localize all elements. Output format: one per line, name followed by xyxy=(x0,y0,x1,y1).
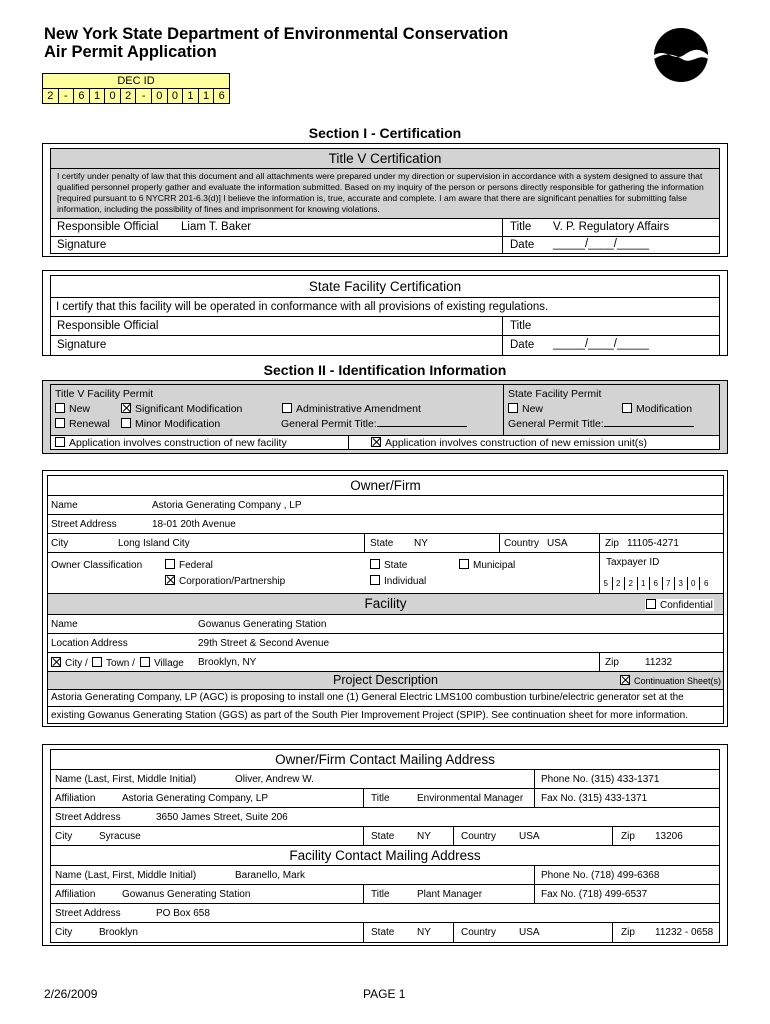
owner-contact-city-value[interactable]: Syracuse xyxy=(99,831,141,842)
confidential-option[interactable]: Confidential xyxy=(645,599,714,611)
dec-id-digit: - xyxy=(136,89,152,104)
project-description-line1[interactable]: Astoria Generating Company, LP (AGC) is proposing to install one (1) General Electric LMS100 combustion turbine/electric generator set at the xyxy=(48,690,723,707)
owner-country-label: Country xyxy=(504,538,540,549)
dec-id-digit: 6 xyxy=(218,90,225,102)
taxpayer-id-digit[interactable]: 2 xyxy=(625,577,638,590)
taxpayer-id-digits[interactable] xyxy=(600,577,713,590)
owner-zip-value[interactable]: 11105-4271 xyxy=(627,538,679,549)
dec-id-label: DEC ID xyxy=(43,74,229,89)
dec-id-digit: - xyxy=(59,89,75,104)
corporation-checkbox[interactable] xyxy=(165,575,175,585)
facility-contact-title-label: Title xyxy=(371,889,390,900)
owner-contact-title-label: Title xyxy=(371,793,390,804)
owner-country-value[interactable]: USA xyxy=(547,538,568,549)
location-address-value[interactable]: 29th Street & Second Avenue xyxy=(198,638,330,649)
facility-contact-name-label: Name (Last, First, Middle Initial) xyxy=(55,870,197,881)
owner-contact-street-value[interactable]: 3650 James Street, Suite 206 xyxy=(156,812,288,823)
state-modification-checkbox[interactable] xyxy=(622,403,632,413)
taxpayer-id-digit[interactable]: 0 xyxy=(688,577,701,590)
owner-contact-phone[interactable]: Phone No. (315) 433-1371 xyxy=(541,774,660,785)
state-signature-label: Signature xyxy=(57,339,107,351)
section2-heading: Section II - Identification Information xyxy=(263,362,507,378)
facility-name-value[interactable]: Gowanus Generating Station xyxy=(198,619,327,630)
facility-contact-state-label: State xyxy=(371,927,395,938)
owner-city-value[interactable]: Long Island City xyxy=(118,538,190,549)
owner-contact-country-label: Country xyxy=(461,831,497,842)
owner-state-label: State xyxy=(370,538,394,549)
construction-new-units-option[interactable]: Application involves construction of new emission unit(s) xyxy=(371,437,647,449)
significant-mod-checkbox[interactable] xyxy=(121,403,131,413)
title-v-certification-frame xyxy=(42,143,728,257)
title-value[interactable]: V. P. Regulatory Affairs xyxy=(553,221,670,233)
facility-name-label: Name xyxy=(51,619,78,630)
facility-contact-title: Facility Contact Mailing Address xyxy=(51,846,719,866)
federal-checkbox[interactable] xyxy=(165,559,175,569)
state-facility-permit-label: State Facility Permit xyxy=(508,388,602,400)
individual-option[interactable]: Individual xyxy=(370,575,426,587)
taxpayer-id-label: Taxpayer ID xyxy=(606,557,660,568)
town-type-option[interactable]: Town / xyxy=(92,657,135,669)
dec-id-digit: 2 xyxy=(121,89,137,104)
federal-option[interactable]: Federal xyxy=(165,559,213,571)
owner-classification-label: Owner Classification xyxy=(51,560,143,571)
facility-contact-street-value[interactable]: PO Box 658 xyxy=(156,908,210,919)
permit-new-option[interactable]: New xyxy=(55,403,90,415)
dec-id-digit: 1 xyxy=(199,89,215,104)
state-title-label: Title xyxy=(510,320,532,332)
facility-city-value[interactable]: Brooklyn, NY xyxy=(198,657,257,668)
title-v-statement: I certify under penalty of law that this document and all attachments were prepared under my direction or supervision in accordance with a system designed to assure that qualified personnel properly gather and evaluate the information submitted. Based on my inquiry of the person or persons directly responsible for gathering the information [required pursuant to 6 NYCRR 201-6.3(d)] I believe the information is, true, accurate and complete. I am aware that there are significant penalties for submitting false information, including the possibility of fines and imprisonment for knowing violations. xyxy=(51,169,719,219)
dec-id-digit: 1 xyxy=(183,89,199,104)
owner-contact-zip-label: Zip xyxy=(621,831,635,842)
taxpayer-id-digit[interactable]: 5 xyxy=(600,577,613,590)
title-v-permit-label: Title V Facility Permit xyxy=(55,388,154,400)
owner-contact-title: Owner/Firm Contact Mailing Address xyxy=(51,750,719,770)
state-date-value[interactable]: _____/____/_____ xyxy=(553,338,649,350)
facility-contact-zip-label: Zip xyxy=(621,927,635,938)
taxpayer-id-digit[interactable]: 3 xyxy=(675,577,688,590)
confidential-checkbox[interactable] xyxy=(646,599,656,609)
facility-zip-value[interactable]: 11232 xyxy=(645,657,673,668)
town-checkbox[interactable] xyxy=(92,657,102,667)
state-class-option[interactable]: State xyxy=(370,559,407,571)
owner-state-value[interactable]: NY xyxy=(414,538,428,549)
construction-new-facility-checkbox[interactable] xyxy=(55,437,65,447)
title-v-title: Title V Certification xyxy=(51,149,719,169)
city-checkbox[interactable] xyxy=(51,657,61,667)
owner-street-label: Street Address xyxy=(51,519,117,530)
facility-contact-state-value[interactable]: NY xyxy=(417,927,431,938)
state-new-option[interactable]: New xyxy=(508,403,543,415)
state-general-permit-title[interactable]: General Permit Title: xyxy=(508,418,694,430)
owner-name-value[interactable]: Astoria Generating Company , LP xyxy=(152,500,302,511)
responsible-official-label: Responsible Official xyxy=(57,221,159,233)
state-class-checkbox[interactable] xyxy=(370,559,380,569)
dec-id-digits xyxy=(43,89,229,104)
corporation-option[interactable]: Corporation/Partnership xyxy=(165,575,285,587)
owner-contact-fax[interactable]: Fax No. (315) 433-1371 xyxy=(541,793,648,804)
facility-contact-name-value[interactable]: Baranello, Mark xyxy=(235,870,306,881)
facility-contact-zip-value[interactable]: 11232 - 0658 xyxy=(655,927,714,938)
owner-name-label: Name xyxy=(51,500,78,511)
location-address-label: Location Address xyxy=(51,638,128,649)
footer-page: PAGE 1 xyxy=(363,987,406,1001)
owner-street-value[interactable]: 18-01 20th Avenue xyxy=(152,519,236,530)
signature-label: Signature xyxy=(57,239,107,251)
owner-city-label: City xyxy=(51,538,69,549)
renewal-checkbox[interactable] xyxy=(55,418,65,428)
project-description-title: Project Description xyxy=(333,673,438,687)
facility-contact-affiliation-label: Affiliation xyxy=(55,889,96,900)
project-description-line2[interactable]: existing Gowanus Generating Station (GGS) as part of the South Pier Improvement Project (SPIP). See continuation sheet for more information. xyxy=(51,710,688,721)
contact-addresses-frame xyxy=(42,744,728,946)
owner-contact-affiliation-value[interactable]: Astoria Generating Company, LP xyxy=(122,793,269,804)
permit-type-frame xyxy=(42,380,728,454)
individual-checkbox[interactable] xyxy=(370,575,380,585)
state-date-label: Date xyxy=(510,339,535,351)
section1-heading: Section I - Certification xyxy=(308,125,462,141)
date-value[interactable]: _____/____/_____ xyxy=(553,238,649,250)
owner-contact-city-label: City xyxy=(55,831,73,842)
taxpayer-id-digit[interactable]: 6 xyxy=(704,579,709,588)
facility-contact-country-value[interactable]: USA xyxy=(519,927,540,938)
owner-contact-title-value[interactable]: Environmental Manager xyxy=(417,793,524,804)
dec-id-digit: 1 xyxy=(90,89,106,104)
minor-mod-checkbox[interactable] xyxy=(121,418,131,428)
municipal-checkbox[interactable] xyxy=(459,559,469,569)
state-facility-certification-frame xyxy=(42,270,728,356)
taxpayer-id-digit[interactable]: 6 xyxy=(650,577,663,590)
facility-contact-phone[interactable]: Phone No. (718) 499-6368 xyxy=(541,870,660,881)
facility-contact-affiliation-value[interactable]: Gowanus Generating Station xyxy=(122,889,251,900)
taxpayer-id-digit[interactable]: 2 xyxy=(613,577,626,590)
facility-zip-label: Zip xyxy=(605,657,619,668)
owner-contact-name-value[interactable]: Oliver, Andrew W. xyxy=(235,774,314,785)
owner-firm-title: Owner/Firm xyxy=(48,476,723,496)
permit-minor-mod-option[interactable]: Minor Modification xyxy=(121,418,220,430)
taxpayer-id-digit[interactable]: 1 xyxy=(638,577,651,590)
facility-title: Facility xyxy=(364,596,407,611)
state-facility-title: State Facility Certification xyxy=(51,276,719,298)
dec-id-digit: 0 xyxy=(168,89,184,104)
municipal-option[interactable]: Municipal xyxy=(459,559,515,571)
permit-significant-mod-option[interactable]: Significant Modification xyxy=(121,403,242,415)
form-title: Air Permit Application xyxy=(44,43,217,61)
dec-logo xyxy=(654,28,708,82)
state-new-checkbox[interactable] xyxy=(508,403,518,413)
date-label: Date xyxy=(510,239,535,251)
continuation-option[interactable]: Continuation Sheet(s) xyxy=(620,675,721,686)
state-facility-statement: I certify that this facility will be operated in conformance with all provisions of existing regulations. xyxy=(51,298,719,317)
permit-admin-amend-option[interactable]: Administrative Amendment xyxy=(282,403,421,415)
permit-renewal-option[interactable]: Renewal xyxy=(55,418,110,430)
state-responsible-official-label: Responsible Official xyxy=(57,320,159,332)
owner-zip-label: Zip xyxy=(605,538,619,549)
dec-id-digit: 6 xyxy=(74,89,90,104)
facility-contact-country-label: Country xyxy=(461,927,497,938)
permit-new-checkbox[interactable] xyxy=(55,403,65,413)
owner-contact-state-label: State xyxy=(371,831,395,842)
footer-date: 2/26/2009 xyxy=(44,987,98,1001)
owner-contact-zip-value[interactable]: 13206 xyxy=(655,831,683,842)
owner-contact-street-label: Street Address xyxy=(55,812,121,823)
owner-contact-state-value[interactable]: NY xyxy=(417,831,431,842)
dec-id-digit: 0 xyxy=(105,89,121,104)
dec-id-box xyxy=(42,73,230,104)
title-label: Title xyxy=(510,221,532,233)
facility-contact-street-label: Street Address xyxy=(55,908,121,919)
village-type-option[interactable]: Village xyxy=(140,657,184,669)
owner-contact-affiliation-label: Affiliation xyxy=(55,793,96,804)
owner-facility-frame xyxy=(42,470,728,727)
admin-amend-checkbox[interactable] xyxy=(282,403,292,413)
facility-contact-title-value[interactable]: Plant Manager xyxy=(417,889,483,900)
state-modification-option[interactable]: Modification xyxy=(622,403,692,415)
taxpayer-id-digit[interactable]: 7 xyxy=(663,577,676,590)
facility-contact-city-label: City xyxy=(55,927,73,938)
construction-new-units-checkbox[interactable] xyxy=(371,437,381,447)
city-type-option[interactable]: City / xyxy=(51,657,88,669)
construction-new-facility-option[interactable]: Application involves construction of new facility xyxy=(55,437,287,449)
village-checkbox[interactable] xyxy=(140,657,150,667)
agency-title: New York State Department of Environmental Conservation xyxy=(44,25,509,43)
dec-id-digit: 0 xyxy=(152,89,168,104)
general-permit-title[interactable]: General Permit Title: xyxy=(281,418,467,430)
facility-contact-city-value[interactable]: Brooklyn xyxy=(99,927,138,938)
responsible-official-value[interactable]: Liam T. Baker xyxy=(181,221,252,233)
owner-contact-country-value[interactable]: USA xyxy=(519,831,540,842)
continuation-checkbox[interactable] xyxy=(620,675,630,685)
facility-contact-fax[interactable]: Fax No. (718) 499-6537 xyxy=(541,889,648,900)
owner-contact-name-label: Name (Last, First, Middle Initial) xyxy=(55,774,197,785)
dec-id-digit: 2 xyxy=(43,89,59,104)
